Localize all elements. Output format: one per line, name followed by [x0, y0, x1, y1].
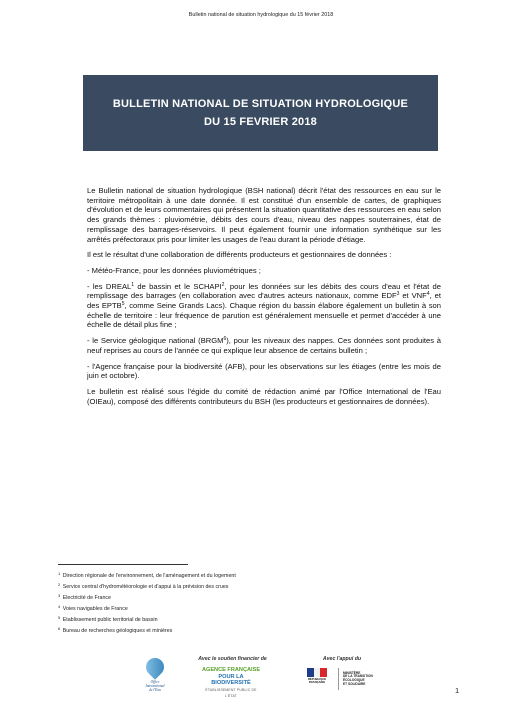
ministere-logo — [300, 667, 405, 691]
footnote-text: Voies navigables de France — [62, 606, 128, 612]
footnote-text: Service central d'hydrométéorologie et d'appui à la prévision des crues — [62, 584, 229, 590]
title-line-2: DU 15 FEVRIER 2018 — [203, 116, 318, 128]
footnote — [58, 626, 458, 637]
brgm-item — [87, 336, 441, 355]
logo-divider — [338, 668, 339, 690]
brgm-text-end: ), pour les niveaux des nappes. Ces données sont produites à neuf reprises au cours de l'année ce qui explique leur absence de certains bulletin ; — [87, 336, 441, 355]
ministere-line: DE LA TRANSITION — [343, 674, 373, 679]
footnote-number: 6 — [58, 626, 61, 631]
footnote — [58, 593, 458, 604]
marianne-logo — [300, 668, 334, 690]
footnote — [58, 571, 458, 582]
running-header: Bulletin national de situation hydrologique du 15 février 2018 — [188, 12, 334, 18]
footnote-ref: 3 — [396, 291, 400, 298]
footnote — [58, 604, 458, 615]
footnote-number: 2 — [58, 582, 61, 587]
appui-label: Avec l'appui du — [322, 656, 362, 662]
footnote-divider — [58, 564, 188, 565]
eptb-text: , et des EPTB — [87, 291, 441, 311]
footnote-text: Electricité de France — [62, 595, 111, 601]
closing-paragraph: Le bulletin est réalisé sous l'égide du comité de rédaction animé par l'Office International de l'Eau (OIEau), composé des différents contributeurs du BSH (les producteurs et gestionnaires de données). — [87, 386, 441, 406]
footnotes — [58, 571, 458, 637]
afb-item: - l'Agence française pour la biodiversité (AFB), pour les observations sur les étiages (entre les mois de juin et octobre). — [87, 361, 441, 381]
dreal-item — [87, 282, 441, 331]
footnote-ref: 1 — [131, 281, 135, 288]
ministere-line: ET SOLIDAIRE — [343, 681, 366, 686]
footnote — [58, 615, 458, 626]
vnf-text: et VNF — [399, 291, 427, 301]
footnote-text: Etablissement public territorial de bassin — [62, 617, 158, 623]
brgm-text: - le Service géologique national (BRGM — [87, 336, 224, 346]
dreal-text-end: , comme Seine Grands Lacs). Chaque région du bassin élabore également un bulletin à son échelle de territoire : leur fréquence de parution est généralement mensuelle et permet d'accéder à une échelle de détail plus fine ; — [87, 301, 441, 330]
afb-logo-line: ÉTABLISSEMENT PUBLIC DE L'ÉTAT — [205, 687, 257, 698]
ministere-line: MINISTÈRE — [343, 670, 361, 675]
footnote-ref: 2 — [221, 281, 225, 288]
footnote-number: 4 — [58, 604, 61, 609]
french-flag-icon — [307, 668, 327, 677]
support-label: Avec le soutien financier de — [198, 656, 267, 662]
meteo-item: - Météo-France, pour les données pluviométriques ; — [87, 265, 261, 275]
oieau-logo — [140, 658, 170, 696]
page-number: 1 — [455, 686, 460, 695]
afb-logo-line: POUR LA BIODIVERSITÉ — [211, 673, 251, 686]
footnote-number: 1 — [58, 571, 61, 576]
intro-paragraph: Le Bulletin national de situation hydrologique (BSH national) décrit l'état des ressources en eau sur le territoire métropolitain à une date donnée. Il est constitué d'un ensemble de cartes, de graphiques d'évolution et de leurs commentaires qui présentent la situation quantitative des ressources en eau selon des grands thèmes : pluviométrie, débits des cours d'eau, niveau des nappes souterraines, état de remplissage des barrages-réservoirs. Il peut également fournir une information synthétique sur les arrêtés préfectoraux pris pour limiter les usages de l'eau durant la période d'étiage. — [87, 186, 441, 244]
oieau-line: Office — [150, 680, 160, 684]
bulletin-body — [87, 186, 441, 412]
edf-text: , pour les données sur les débits des cours d'eau et l'état de remplissage des barrages (en collaboration avec d'autres acteurs nationaux, comme EDF — [87, 281, 441, 301]
oieau-line: de l'Eau — [149, 688, 161, 692]
dreal-text: - les DREAL — [87, 281, 132, 291]
afb-logo-line: AGENCE FRANÇAISE — [201, 667, 261, 673]
footnote — [58, 582, 458, 593]
afb-logo — [200, 667, 262, 700]
oieau-line: International — [145, 684, 165, 688]
footnote-ref: 4 — [426, 291, 430, 298]
water-drop-icon — [142, 654, 167, 679]
oieau-logo-text — [146, 680, 165, 692]
schapi-text: de bassin et le SCHAPI — [134, 281, 222, 291]
footnote-ref: 5 — [121, 301, 125, 308]
collaboration-paragraph: Il est le résultat d'une collaboration de différents producteurs et gestionnaires de données : — [87, 250, 392, 260]
title-line-1: BULLETIN NATIONAL DE SITUATION HYDROLOGIQUE — [112, 98, 409, 110]
ministere-text — [343, 672, 373, 686]
footnote-text: Direction régionale de l'environnement, de l'aménagement et du logement — [62, 573, 236, 579]
footnote-ref: 6 — [223, 336, 227, 343]
ministere-line: ÉCOLOGIQUE — [343, 678, 365, 682]
footnote-number: 3 — [58, 593, 61, 598]
footnote-text: Bureau de recherches géologiques et minières — [62, 628, 173, 634]
title-banner — [83, 75, 438, 151]
footnote-number: 5 — [58, 615, 61, 620]
rf-text: RÉPUBLIQUE FRANÇAISE — [307, 677, 327, 684]
